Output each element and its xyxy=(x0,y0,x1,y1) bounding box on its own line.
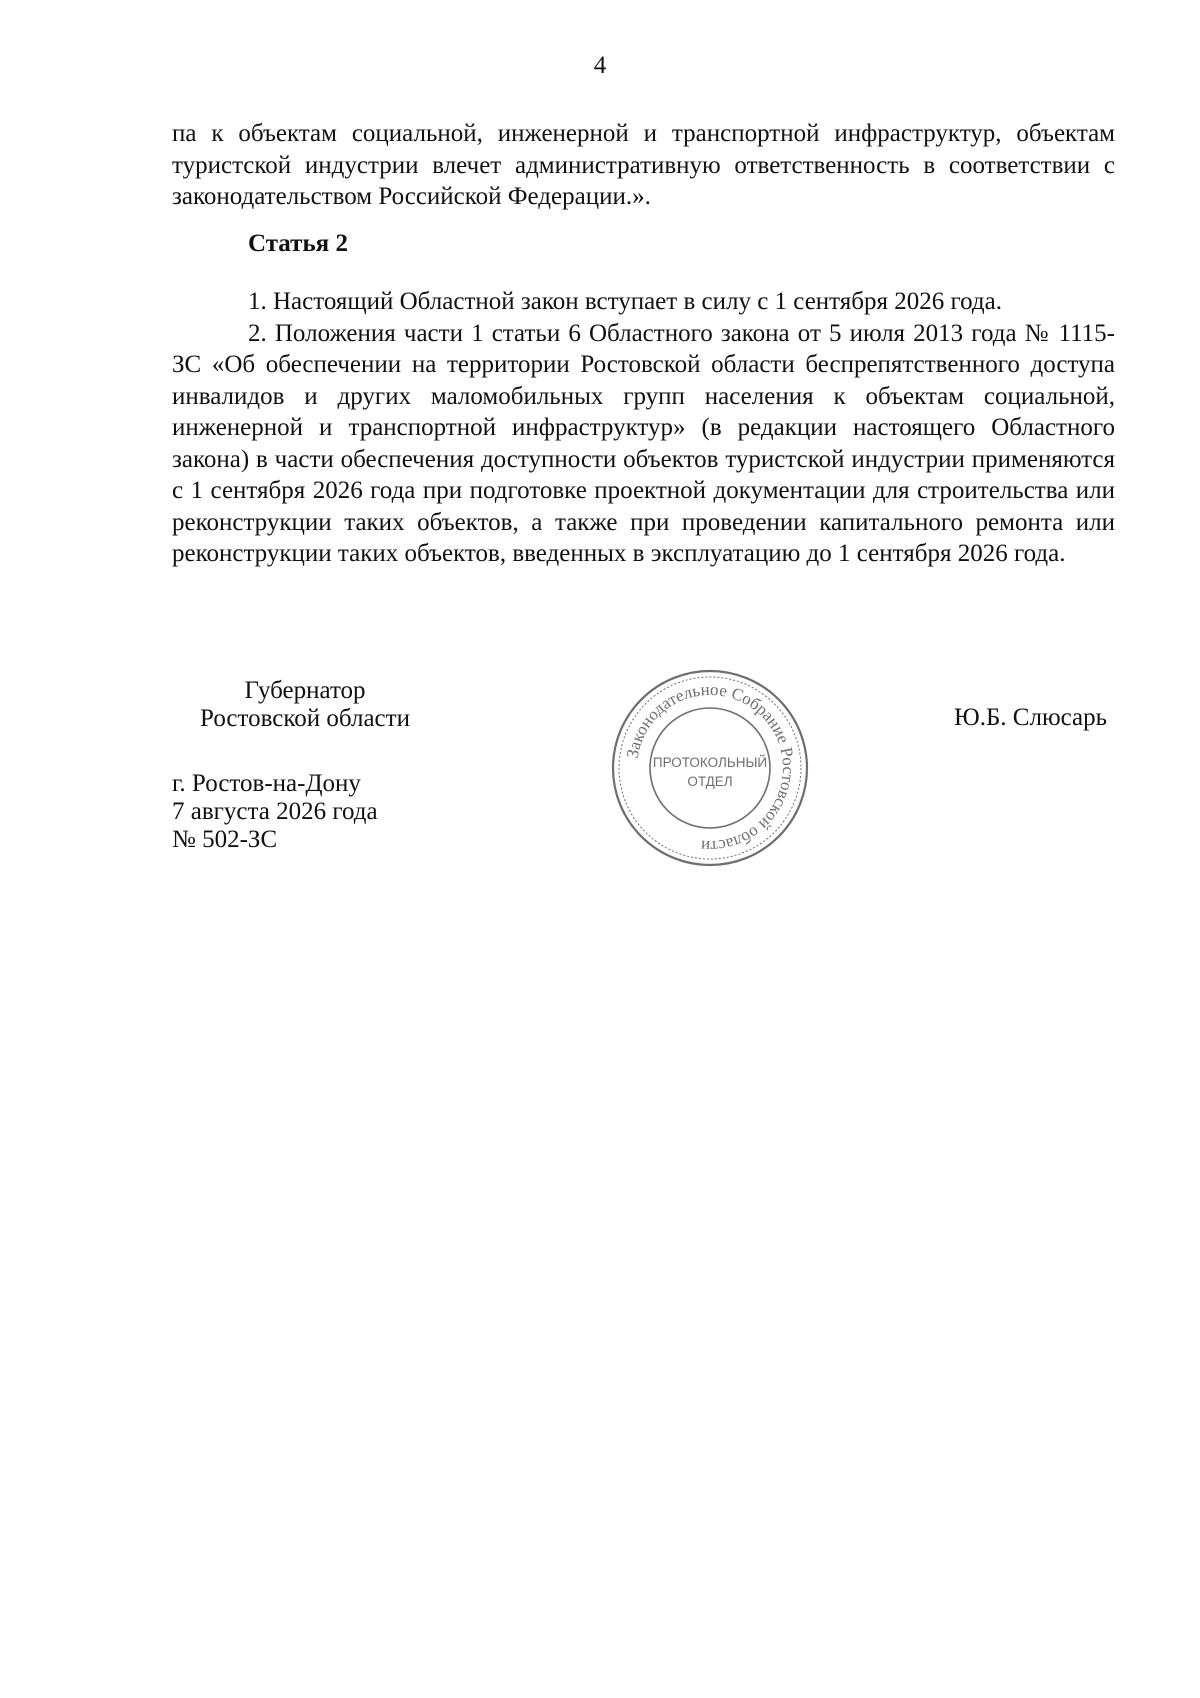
signing-date: 7 августа 2026 года xyxy=(172,798,378,825)
signing-place: г. Ростов-на-Дону xyxy=(172,770,361,797)
signer-name: Ю.Б. Слюсарь xyxy=(954,704,1108,731)
article-heading: Статья 2 xyxy=(248,230,348,257)
official-stamp xyxy=(610,668,810,868)
stamp-ring-textpath: Законодательное Собрание Ростовской области xyxy=(622,679,799,857)
place-date-block xyxy=(172,770,378,854)
stamp-center-text-line-2: ОТДЕЛ xyxy=(687,774,733,789)
page-number: 4 xyxy=(593,52,607,79)
article-paragraph-2: 2. Положения части 1 статьи 6 Областного закона от 5 июля 2013 года № 1115-ЗС «Об обеспечении на территории Ростовской области беспрепятственного доступа инвалидов и других маломобильных групп населения к объектам социальной, инженерной и транспортной инфраструктур» (в редакции настоящего Областного закона) в части обеспечения доступности объектов туристской индустрии применяются с 1 сентября 2026 года при подготовке проектной документации для строительства или реконструкции таких объектов, а также при проведении капитального ремонта или реконструкции таких объектов, введенных в эксплуатацию до 1 сентября 2026 года. xyxy=(172,319,1115,567)
article-body xyxy=(172,286,1115,570)
continuation-paragraph: па к объектам социальной, инженерной и транспортной инфраструктур, объектам туристской индустрии влечет административную ответственность в соответствии с законодательством Российской Федерации.». xyxy=(172,120,1115,210)
article-paragraph-1: 1. Настоящий Областной закон вступает в силу с 1 сентября 2026 года. xyxy=(248,288,1002,315)
law-number: № 502-ЗС xyxy=(172,826,278,853)
signatory-title xyxy=(175,677,435,733)
signatory-title-line-1: Губернатор xyxy=(244,677,366,704)
signatory-title-line-2: Ростовской области xyxy=(200,705,410,732)
continuation-block xyxy=(172,118,1115,213)
stamp-center-text-line-1: ПРОТОКОЛЬНЫЙ xyxy=(652,755,768,770)
